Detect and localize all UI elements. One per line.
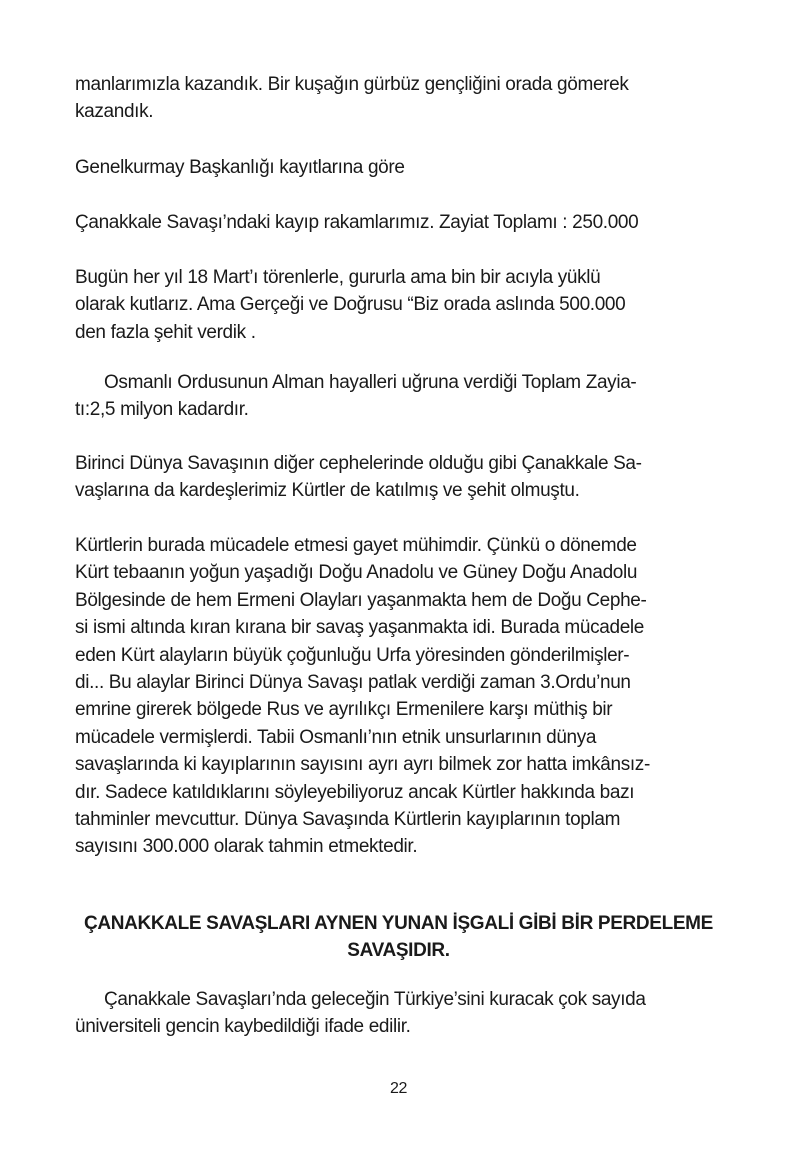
section-heading xyxy=(60,910,737,965)
heading-line: SAVAŞIDIR. xyxy=(347,940,450,962)
heading-line: ÇANAKKALE SAVAŞLARI AYNEN YUNAN İŞGALİ GİBİ BİR PERDELEME xyxy=(84,913,713,934)
text-line: kazandık. xyxy=(75,101,154,123)
paragraph-2 xyxy=(75,154,725,181)
text-line: eden Kürt alayların büyük çoğunluğu Urfa yöresinden gönderilmişler- xyxy=(75,644,630,666)
page-number: 22 xyxy=(389,1080,408,1097)
paragraph-closing xyxy=(75,986,725,1041)
text-line: dır. Sadece katıldıklarını söyleyebiliyoruz ancak Kürtler hakkında bazı xyxy=(75,781,635,803)
text-line: Genelkurmay Başkanlığı kayıtlarına göre xyxy=(75,157,405,178)
text-line: Bölgesinde de hem Ermeni Olayları yaşanmakta hem de Doğu Cephe- xyxy=(75,589,647,611)
text-line: Osmanlı Ordusunun Alman hayalleri uğruna verdiği Toplam Zayia- xyxy=(104,372,637,393)
text-line: tahminler mevcuttur. Dünya Savaşında Kürtlerin kayıplarının toplam xyxy=(75,808,621,830)
text-line: emrine girerek bölgede Rus ve ayrılıkçı Ermenilere karşı müthiş bir xyxy=(75,699,613,721)
text-line: si ismi altında kıran kırana bir savaş yaşanmakta idi. Burada mücadele xyxy=(75,617,645,639)
text-line: Çanakkale Savaşı’ndaki kayıp rakamlarımız. Zayiat Toplamı : 250.000 xyxy=(75,212,639,233)
text-line: vaşlarına da kardeşlerimiz Kürtler de katılmış ve şehit olmuştu. xyxy=(75,480,580,502)
text-line: olarak kutlarız. Ama Gerçeği ve Doğrusu “Biz orada aslında 500.000 xyxy=(75,294,626,316)
text-line: manlarımızla kazandık. Bir kuşağın gürbüz gençliğini orada gömerek xyxy=(75,74,629,95)
text-line: Kürtlerin burada mücadele etmesi gayet mühimdir. Çünkü o dönemde xyxy=(75,535,637,556)
paragraph-4 xyxy=(75,264,725,346)
paragraph-6 xyxy=(75,450,725,505)
text-line: den fazla şehit verdik . xyxy=(75,321,256,343)
paragraph-5 xyxy=(75,369,725,424)
paragraph-3 xyxy=(75,209,725,236)
text-line: sayısını 300.000 olarak tahmin etmektedir. xyxy=(75,836,418,858)
text-line: di... Bu alaylar Birinci Dünya Savaşı patlak verdiği zaman 3.Ordu’nun xyxy=(75,671,631,693)
text-line: tı:2,5 milyon kadardır. xyxy=(75,399,249,421)
text-line: Kürt tebaanın yoğun yaşadığı Doğu Anadolu ve Güney Doğu Anadolu xyxy=(75,562,638,584)
text-line: Çanakkale Savaşları’nda geleceğin Türkiye’sini kuracak çok sayıda xyxy=(104,989,646,1010)
text-line: Birinci Dünya Savaşının diğer cephelerinde olduğu gibi Çanakkale Sa- xyxy=(75,453,642,474)
text-line: Bugün her yıl 18 Mart’ı törenlerle, gururla ama bin bir acıyla yüklü xyxy=(75,267,601,288)
text-line: savaşlarında ki kayıplarının sayısını ayrı ayrı bilmek zor hatta imkânsız- xyxy=(75,754,650,776)
text-line: üniversiteli gencin kaybedildiği ifade edilir. xyxy=(75,1016,411,1038)
paragraph-1 xyxy=(75,71,725,126)
text-line: mücadele vermişlerdi. Tabii Osmanlı’nın etnik unsurlarının dünya xyxy=(75,726,597,748)
paragraph-7 xyxy=(75,532,725,861)
